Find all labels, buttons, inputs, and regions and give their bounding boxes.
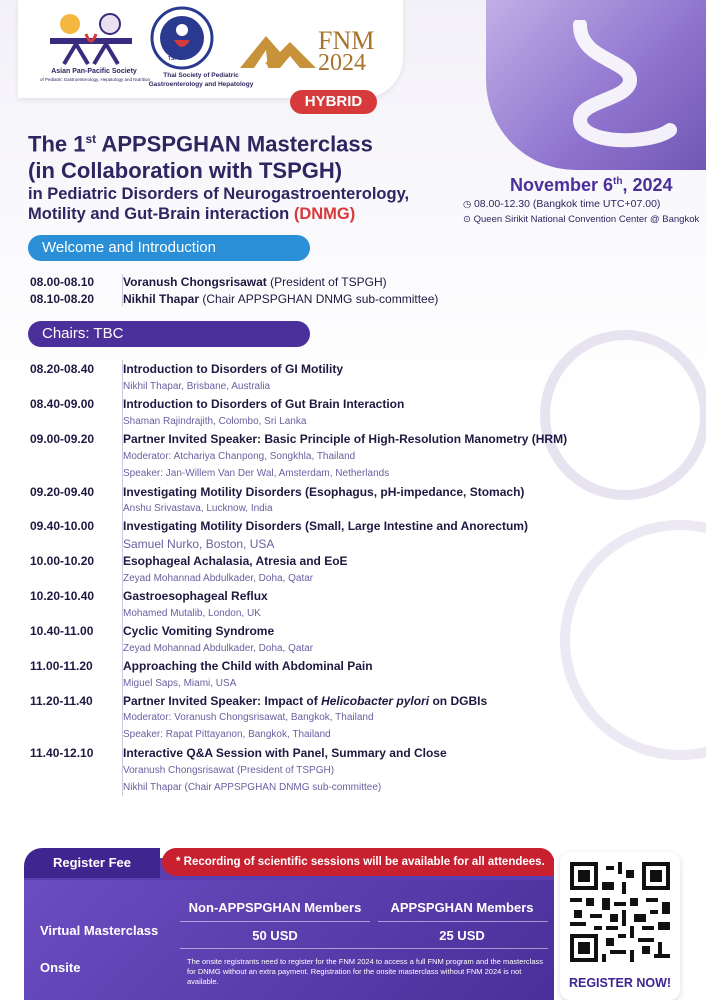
row-onsite: Onsite xyxy=(40,960,81,975)
register-fee-label: Register Fee xyxy=(24,848,160,878)
decorative-ring xyxy=(560,520,706,760)
decorative-ring xyxy=(540,330,706,500)
fnm-year: 2024 xyxy=(318,50,366,76)
section-chairs: Chairs: TBC xyxy=(28,321,310,347)
divider xyxy=(378,921,548,922)
fnm-text: FNM xyxy=(318,26,375,55)
fnm-mountain-icon xyxy=(238,28,318,72)
program-speaker: Mohamed Mutalib, London, UK xyxy=(123,608,261,619)
program-speaker: Speaker: Jan-Willem Van Der Wal, Amsterdam, Netherlands xyxy=(123,468,390,479)
register-now-button[interactable]: REGISTER NOW! xyxy=(568,976,672,990)
hybrid-badge: HYBRID xyxy=(290,90,377,114)
program-speaker: Voranush Chongsrisawat (President of TSPGH) xyxy=(123,765,335,776)
program-speaker: Shaman Rajindrajith, Colombo, Sri Lanka xyxy=(123,416,307,427)
program-speaker: Speaker: Rapat Pittayanon, Bangkok, Thailand xyxy=(123,729,331,740)
program-moderator: Moderator: Atchariya Chanpong, Songkhla, Thailand xyxy=(123,451,356,462)
onsite-fine-print: The onsite registrants need to register for the FNM 2024 to access a full FNM program and the masterclass for DNMG without an extra payment. Registration for the onsite masterclass without FNM 2024 is not available. xyxy=(187,957,543,986)
page-subtitle: in Pediatric Disorders of Neurogastroenterology, Motility and Gut-Brain interaction (DNMG) xyxy=(28,185,410,223)
appspghan-logo-icon xyxy=(46,8,136,66)
program-speaker: Nikhil Thapar (Chair APPSPGHAN DNMG sub-committee) xyxy=(123,782,382,793)
appspghan-subname: of Pediatric Gastroenterology, Hepatology and Nutrition xyxy=(40,77,150,82)
event-venue: ⊙ Queen Sirikit National Convention Center @ Bangkok xyxy=(463,214,700,225)
price-non-members: 50 USD xyxy=(252,928,298,943)
program-speaker: Samuel Nurko, Boston, USA xyxy=(123,537,275,551)
qr-code-icon[interactable] xyxy=(570,862,670,962)
price-members: 25 USD xyxy=(439,928,485,943)
section-welcome: Welcome and Introduction xyxy=(28,235,310,261)
program-speaker: Zeyad Mohannad Abdulkader, Doha, Qatar xyxy=(123,573,314,584)
tspgh-name: Thai Society of Pediatric xyxy=(163,72,239,79)
col-members: APPSPGHAN Members xyxy=(390,900,534,915)
program-speaker: Anshu Srivastava, Lucknow, India xyxy=(123,503,273,514)
clock-icon: ◷ xyxy=(463,199,472,210)
intestine-icon xyxy=(560,20,700,160)
tspgh-badge: TSPGH xyxy=(168,56,186,62)
event-date: November 6th, 2024 xyxy=(510,175,673,195)
logo-card xyxy=(18,0,403,98)
divider xyxy=(180,921,370,922)
event-time: ◷ 08.00-12.30 (Bangkok time UTC+07.00) xyxy=(463,198,661,210)
recording-note: * Recording of scientific sessions will be available for all attendees. xyxy=(162,848,554,876)
program-moderator: Moderator: Voranush Chongsrisawat, Bangkok, Thailand xyxy=(123,712,374,723)
location-pin-icon: ⊙ xyxy=(463,214,471,225)
appspghan-name: Asian Pan-Pacific Society xyxy=(51,68,137,75)
program-speaker: Zeyad Mohannad Abdulkader, Doha, Qatar xyxy=(123,643,314,654)
page-title: The 1st APPSPGHAN Masterclass (in Collaboration with TSPGH) xyxy=(28,131,373,184)
svg-text:✦: ✦ xyxy=(264,59,271,68)
tspgh-name-2: Gastroenterology and Hepatology xyxy=(148,81,254,88)
program-speaker: Nikhil Thapar, Brisbane, Australia xyxy=(123,381,271,392)
divider xyxy=(180,948,548,949)
program-speaker: Miguel Saps, Miami, USA xyxy=(123,678,237,689)
row-virtual: Virtual Masterclass xyxy=(40,923,159,938)
col-non-members: Non-APPSPGHAN Members xyxy=(188,900,362,915)
